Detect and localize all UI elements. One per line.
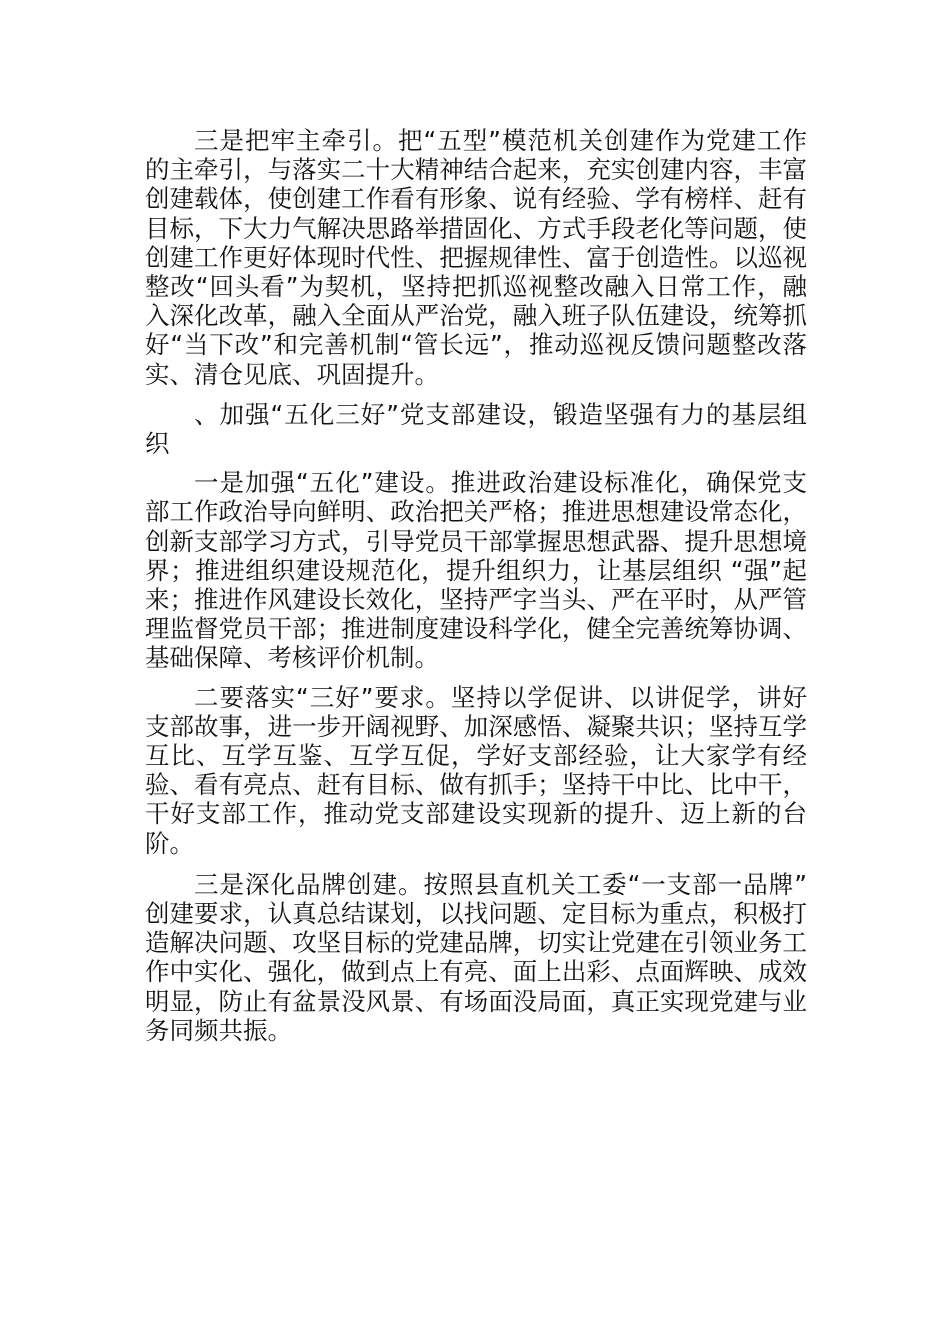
paragraph-three-goods: 二要落实“三好”要求。坚持以学促讲、以讲促学，讲好支部故事，进一步开阔视野、加深感悟、凝聚共识；坚持互学互比、互学互鉴、互学互促，学好支部经验，让大家学有经验、看有亮点、赶有目标、做有抓手；坚持干中比、比中干，干好支部工作，推动党支部建设实现新的提升、迈上新的台阶。: [145, 682, 807, 858]
section-heading: 、加强“五化三好”党支部建设，锻造坚强有力的基层组织: [145, 399, 807, 459]
paragraph-lead-role: 三是把牢主牵引。把“五型”模范机关创建作为党建工作的主牵引，与落实二十大精神结合起来，充实创建内容，丰富创建载体，使创建工作看有形象、说有经验、学有榜样、赶有目标，下大力气解决思路举措固化、方式手段老化等问题，使创建工作更好体现时代性、把握规律性、富于创造性。以巡视整改“回头看”为契机，坚持把抓巡视整改融入日常工作，融入深化改革，融入全面从严治党，融入班子队伍建设，统筹抓好“当下改”和完善机制“管长远”，推动巡视反馈问题整改落实、清仓见底、巩固提升。: [145, 126, 807, 389]
document-body: [145, 126, 807, 1045]
paragraph-five-modernizations: 一是加强“五化”建设。推进政治建设标准化，确保党支部工作政治导向鲜明、政治把关严格；推进思想建设常态化，创新支部学习方式，引导党员干部掌握思想武器、提升思想境界；推进组织建设规范化，提升组织力，让基层组织 “强”起来；推进作风建设长效化，坚持严字当头、严在平时，从严管理监督党员干部；推进制度建设科学化，健全完善统筹协调、基础保障、考核评价机制。: [145, 468, 807, 673]
paragraph-brand-building: 三是深化品牌创建。按照县直机关工委“一支部一品牌” 创建要求，认真总结谋划，以找问题、定目标为重点，积极打造解决问题、攻坚目标的党建品牌，切实让党建在引领业务工作中实化、强化，做到点上有亮、面上出彩、点面辉映、成效明显，防止有盆景没风景、有场面没局面，真正实现党建与业务同频共振。: [145, 869, 807, 1045]
